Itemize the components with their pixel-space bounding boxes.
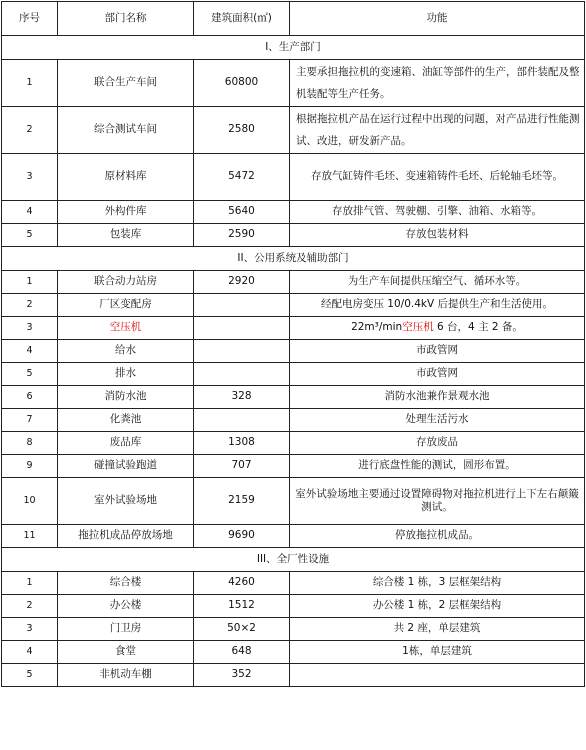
- section-row: [2, 548, 585, 572]
- cell-seq: 8: [2, 432, 58, 455]
- cell-seq: 3: [2, 317, 58, 340]
- cell-function: 存放包装材料: [290, 224, 585, 247]
- cell-seq: 5: [2, 224, 58, 247]
- cell-function: [290, 317, 585, 340]
- cell-function: 1栋，单层建筑: [290, 641, 585, 664]
- cell-dept-name: 联合动力站房: [58, 271, 194, 294]
- cell-dept-name: 室外试验场地: [58, 478, 194, 525]
- cell-dept-name: 办公楼: [58, 595, 194, 618]
- cell-seq: 9: [2, 455, 58, 478]
- table-row: [2, 386, 585, 409]
- table-row: [2, 201, 585, 224]
- cell-seq: 3: [2, 154, 58, 201]
- cell-seq: 4: [2, 201, 58, 224]
- cell-area: 2920: [194, 271, 290, 294]
- header-row: [2, 2, 585, 36]
- cell-function: 市政管网: [290, 340, 585, 363]
- section-row: [2, 247, 585, 271]
- cell-dept-name: 联合生产车间: [58, 60, 194, 107]
- cell-function: 进行底盘性能的测试，圆形布置。: [290, 455, 585, 478]
- cell-seq: 7: [2, 409, 58, 432]
- section-row: [2, 36, 585, 60]
- cell-dept-name: 拖拉机成品停放场地: [58, 525, 194, 548]
- cell-dept-name: 包装库: [58, 224, 194, 247]
- cell-area: 648: [194, 641, 290, 664]
- cell-dept-name: 食堂: [58, 641, 194, 664]
- cell-dept-name: 给水: [58, 340, 194, 363]
- cell-function: 主要承担拖拉机的变速箱、油缸等部件的生产，部件装配及整机装配等生产任务。: [290, 60, 585, 107]
- cell-dept-name: 综合测试车间: [58, 107, 194, 154]
- cell-dept-name: 碰撞试验跑道: [58, 455, 194, 478]
- cell-dept-name: 非机动车棚: [58, 664, 194, 687]
- section-title: I、生产部门: [2, 36, 585, 60]
- cell-dept-name: 空压机: [58, 317, 194, 340]
- cell-seq: 4: [2, 641, 58, 664]
- table-row: [2, 641, 585, 664]
- cell-seq: 1: [2, 271, 58, 294]
- cell-seq: 2: [2, 595, 58, 618]
- section-title: II、公用系统及辅助部门: [2, 247, 585, 271]
- cell-area: 50×2: [194, 618, 290, 641]
- table-row: [2, 525, 585, 548]
- header-dept-name: 部门名称: [58, 2, 194, 36]
- table-row: [2, 294, 585, 317]
- section-title: III、全厂性设施: [2, 548, 585, 572]
- cell-function: 为生产车间提供压缩空气、循环水等。: [290, 271, 585, 294]
- table-row: [2, 154, 585, 201]
- cell-function: 存放气缸铸件毛坯、变速箱铸件毛坯、后轮轴毛坯等。: [290, 154, 585, 201]
- cell-dept-name: 综合楼: [58, 572, 194, 595]
- table-row: [2, 340, 585, 363]
- function-highlight: 空压机: [402, 321, 434, 334]
- cell-seq: 2: [2, 294, 58, 317]
- cell-area: [194, 294, 290, 317]
- table-row: [2, 618, 585, 641]
- cell-dept-name: 门卫房: [58, 618, 194, 641]
- cell-function: 存放废品: [290, 432, 585, 455]
- cell-dept-name: 化粪池: [58, 409, 194, 432]
- cell-function: 消防水池兼作景观水池: [290, 386, 585, 409]
- cell-area: [194, 409, 290, 432]
- cell-area: 1308: [194, 432, 290, 455]
- function-text: 22m³/min: [351, 321, 403, 334]
- cell-seq: 2: [2, 107, 58, 154]
- table-row: [2, 317, 585, 340]
- cell-area: 707: [194, 455, 290, 478]
- cell-function: 存放排气管、驾驶棚、引擎、油箱、水箱等。: [290, 201, 585, 224]
- cell-seq: 5: [2, 363, 58, 386]
- cell-seq: 3: [2, 618, 58, 641]
- table-row: [2, 107, 585, 154]
- cell-seq: 4: [2, 340, 58, 363]
- table-row: [2, 572, 585, 595]
- header-seq: 序号: [2, 2, 58, 36]
- cell-area: 9690: [194, 525, 290, 548]
- cell-area: 60800: [194, 60, 290, 107]
- cell-dept-name: 消防水池: [58, 386, 194, 409]
- table-row: [2, 60, 585, 107]
- cell-function: 室外试验场地主要通过设置障碍物对拖拉机进行上下左右颠簸测试。: [290, 478, 585, 525]
- cell-dept-name: 原材料库: [58, 154, 194, 201]
- cell-area: 352: [194, 664, 290, 687]
- cell-area: 1512: [194, 595, 290, 618]
- cell-function: 办公楼 1 栋，2 层框架结构: [290, 595, 585, 618]
- cell-function: 处理生活污水: [290, 409, 585, 432]
- cell-area: [194, 317, 290, 340]
- cell-area: [194, 363, 290, 386]
- cell-area: 2580: [194, 107, 290, 154]
- header-area: 建筑面积(㎡): [194, 2, 290, 36]
- cell-seq: 1: [2, 572, 58, 595]
- cell-area: 2159: [194, 478, 290, 525]
- cell-function: 综合楼 1 栋，3 层框架结构: [290, 572, 585, 595]
- cell-area: 5472: [194, 154, 290, 201]
- cell-seq: 1: [2, 60, 58, 107]
- cell-seq: 10: [2, 478, 58, 525]
- cell-dept-name: 排水: [58, 363, 194, 386]
- department-table: [1, 1, 585, 687]
- cell-dept-name: 厂区变配房: [58, 294, 194, 317]
- cell-area: 4260: [194, 572, 290, 595]
- cell-area: 328: [194, 386, 290, 409]
- header-function: 功能: [290, 2, 585, 36]
- cell-function: 根据拖拉机产品在运行过程中出现的问题，对产品进行性能测试、改进，研发新产品。: [290, 107, 585, 154]
- cell-dept-name: 外构件库: [58, 201, 194, 224]
- cell-seq: 6: [2, 386, 58, 409]
- cell-seq: 5: [2, 664, 58, 687]
- cell-function: [290, 664, 585, 687]
- table-row: [2, 595, 585, 618]
- table-row: [2, 224, 585, 247]
- table-row: [2, 664, 585, 687]
- cell-function: 共 2 座，单层建筑: [290, 618, 585, 641]
- cell-function: 市政管网: [290, 363, 585, 386]
- table-row: [2, 432, 585, 455]
- table-row: [2, 271, 585, 294]
- cell-function: 经配电房变压 10/0.4kV 后提供生产和生活使用。: [290, 294, 585, 317]
- cell-dept-name: 废品库: [58, 432, 194, 455]
- table-row: [2, 363, 585, 386]
- cell-function: 停放拖拉机成品。: [290, 525, 585, 548]
- cell-seq: 11: [2, 525, 58, 548]
- table-row: [2, 455, 585, 478]
- table-row: [2, 478, 585, 525]
- cell-area: [194, 340, 290, 363]
- function-text: 6 台，4 主 2 备。: [433, 321, 523, 334]
- cell-area: 2590: [194, 224, 290, 247]
- cell-area: 5640: [194, 201, 290, 224]
- table-row: [2, 409, 585, 432]
